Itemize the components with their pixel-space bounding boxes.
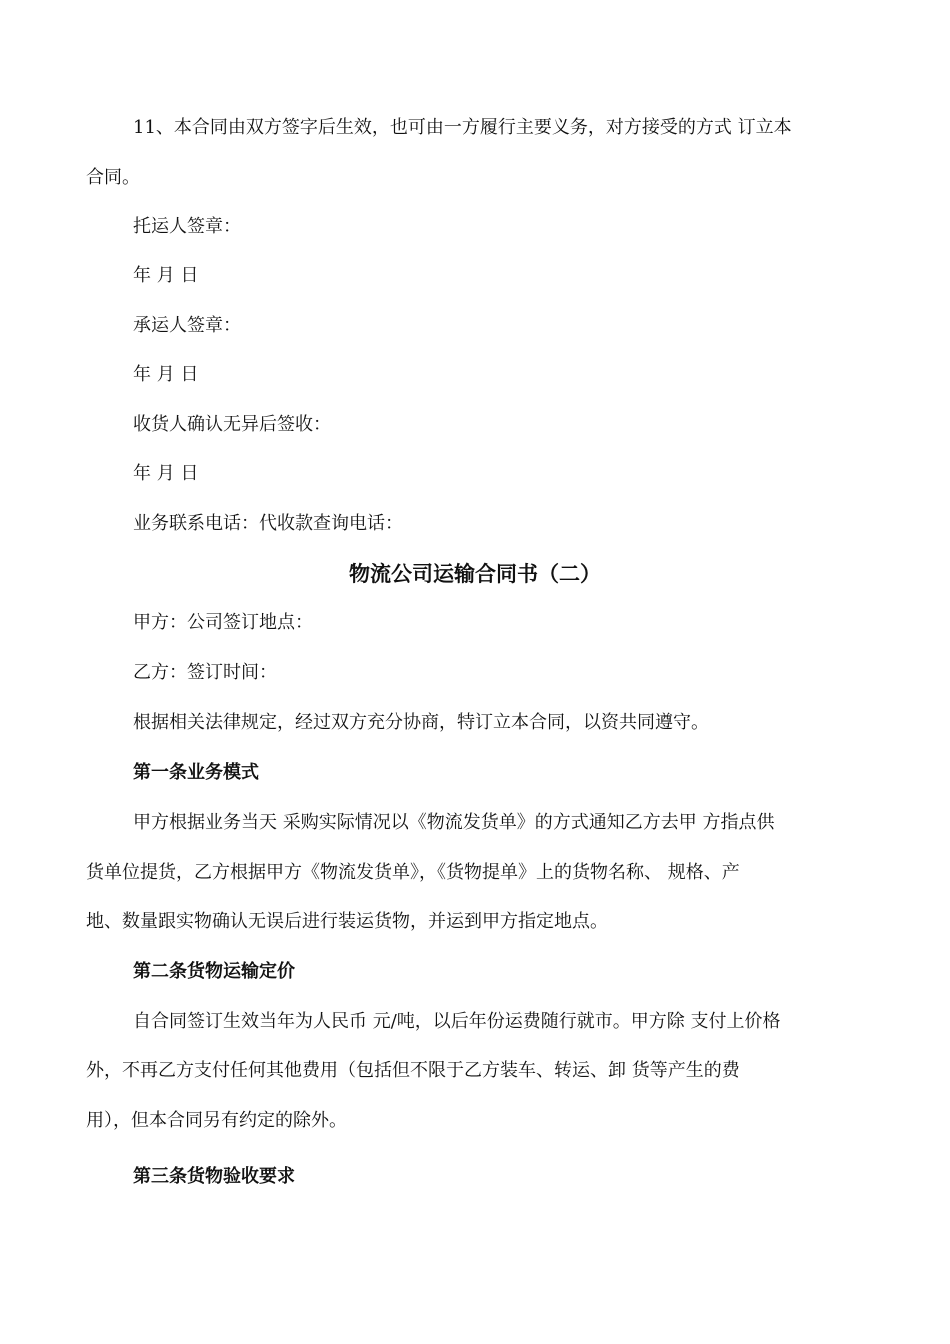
article-1-line-2: 货单位提货，乙方根据甲方《物流发货单》，《货物提单》上的货物名称、 规格、产: [86, 862, 740, 883]
carrier-signature-label: 承运人签章：: [133, 315, 241, 336]
article-3-heading: 第三条货物验收要求: [133, 1166, 295, 1187]
clause-11-line-2: 合同。: [86, 167, 140, 188]
article-2-line-1: 自合同签订生效当年为人民币 元/吨，以后年份运费随行就市。甲方除 支付上价格: [133, 1011, 781, 1032]
shipper-date-line: 年 月 日: [133, 265, 199, 286]
party-b-line: 乙方：签订时间：: [133, 662, 277, 683]
consignee-signature-label: 收货人确认无异后签收：: [133, 414, 331, 435]
article-2-line-2: 外，不再乙方支付任何其他费用（包括但不限于乙方装车、转运、卸 货等产生的费: [86, 1060, 740, 1081]
shipper-signature-label: 托运人签章：: [133, 216, 241, 237]
contact-phones-line: 业务联系电话：代收款查询电话：: [133, 513, 403, 534]
consignee-date-line: 年 月 日: [133, 463, 199, 484]
article-1-line-3: 地、数量跟实物确认无误后进行装运货物，并运到甲方指定地点。: [86, 911, 608, 932]
contract-title: 物流公司运输合同书（二）: [349, 562, 601, 586]
article-2-heading: 第二条货物运输定价: [133, 961, 295, 982]
article-2-line-3: 用），但本合同另有约定的除外。: [86, 1110, 347, 1131]
carrier-date-line: 年 月 日: [133, 364, 199, 385]
preamble-paragraph: 根据相关法律规定，经过双方充分协商，特订立本合同，以资共同遵守。: [133, 712, 709, 733]
article-1-heading: 第一条业务模式: [133, 762, 259, 783]
article-1-line-1: 甲方根据业务当天 采购实际情况以《物流发货单》的方式通知乙方去甲 方指点供: [133, 812, 775, 833]
clause-11-line-1: 11、本合同由双方签字后生效，也可由一方履行主要义务，对方接受的方式 订立本: [133, 117, 792, 138]
party-a-line: 甲方：公司签订地点：: [133, 612, 313, 633]
